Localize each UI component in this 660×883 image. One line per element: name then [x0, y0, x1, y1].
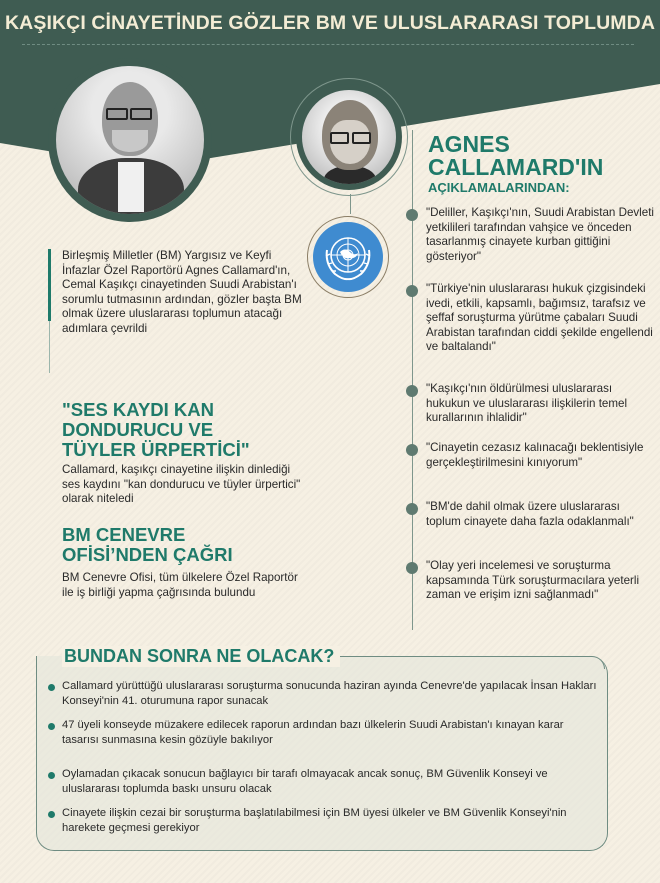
bullet-icon — [48, 811, 55, 818]
outlook-box-border — [325, 656, 605, 669]
section-text-geneva: BM Cenevre Ofisi, tüm ülkelere Özel Raportör ile iş birliği yapma çağrısında bulundu — [62, 571, 298, 599]
outlook-title: BUNDAN SONRA NE OLACAK? — [62, 646, 340, 667]
outlook-item: Callamard yürüttüğü uluslararası soruşturma sonucunda haziran ayında Cenevre'de yapılacak İnsan Hakları Konseyi'nin 41. oturumuna rapor sunacak — [62, 680, 597, 707]
quote-item: "Deliller, Kaşıkçı'nın, Suudi Arabistan Devleti yetkilileri tarafından vahşice ve önceden tasarlanmış cinayete kurban gittiğini gösteriyor" — [426, 206, 655, 263]
page-title: KAŞIKÇI CİNAYETİNDE GÖZLER BM VE ULUSLARARASI TOPLUMDA — [4, 12, 655, 34]
accent-bar-thin — [49, 321, 50, 373]
section-heading-geneva: BM CENEVRE OFİSİ’NDEN ÇAĞRI — [62, 524, 233, 565]
timeline-dot — [406, 503, 418, 515]
quote-item: "Cinayetin cezasız kalınacağı beklentisiyle gerçekleştirilmesini kınıyorum" — [426, 441, 644, 469]
intro-text: Birleşmiş Milletler (BM) Yargısız ve Keyfi İnfazlar Özel Raportörü Agnes Callamard'ın, Cemal Kaşıkçı cinayetinden Suudi Arabistan'ı sorumlu tutmasının ardından, gözler başta BM olmak üzere uluslararası toplumun atacağı adımlara çevrildi — [62, 249, 302, 335]
un-emblem-icon — [313, 222, 383, 292]
timeline-dot — [406, 444, 418, 456]
bullet-icon — [48, 772, 55, 779]
bullet-icon — [48, 684, 55, 691]
quote-item: "BM'de dahil olmak üzere uluslararası toplum cinayete daha fazla odaklanmalı" — [426, 500, 634, 528]
timeline-dot — [406, 385, 418, 397]
timeline-dot — [406, 562, 418, 574]
timeline-dot — [406, 285, 418, 297]
quotes-subheading: AÇIKLAMALARINDAN: — [428, 180, 570, 195]
outlook-item: Oylamadan çıkacak sonucun bağlayıcı bir tarafı olmayacak ancak sonuç, BM Güvenlik Konseyi ve uluslararası toplumda baskı unsuru olacak — [62, 768, 548, 795]
portrait-photo-left — [48, 58, 212, 222]
section-text-audio: Callamard, kaşıkçı cinayetine ilişkin dinlediği ses kaydını "kan dondurucu ve tüyler ürpertici" olarak niteledi — [62, 463, 301, 506]
connector-line — [350, 194, 351, 214]
outlook-item: Cinayete ilişkin cezai bir soruşturma başlatılabilmesi için BM üyesi ülkeler ve BM Güvenlik Konseyi'nin harekete geçmesi gerekiyor — [62, 807, 567, 834]
quotes-heading: AGNES CALLAMARD'IN — [428, 131, 604, 180]
outlook-item: 47 üyeli konseyde müzakere edilecek raporun ardından bazı ülkelerin Suudi Arabistan'ı kınayan karar tasarısı sunmasına kesin gözüyle bakılıyor — [62, 719, 564, 746]
quote-item: "Kaşıkçı'nın öldürülmesi uluslararası hukukun ve uluslararası ilişkilerin temel kurallarının ihlalidir" — [426, 382, 628, 424]
portrait-photo-right — [296, 84, 402, 190]
quote-item: "Türkiye'nin uluslararası hukuk çizgisindeki ivedi, etkili, kapsamlı, bağımsız, tarafsız ve şeffaf soruşturma yürütme çabaları Suudi Arabistan tarafından ciddi şekilde engellendi ve baltalandı" — [426, 282, 653, 353]
title-divider — [22, 44, 634, 45]
timeline-dot — [406, 209, 418, 221]
quote-item: "Olay yeri incelemesi ve soruşturma kapsamında Türk soruşturmacılara yeterli zaman ve erişim izni sağlanmadı" — [426, 559, 640, 601]
accent-bar — [48, 249, 51, 321]
section-heading-audio: "SES KAYDI KAN DONDURUCU VE TÜYLER ÜRPERTİCİ" — [62, 399, 250, 460]
bullet-icon — [48, 723, 55, 730]
timeline-line — [412, 130, 413, 630]
